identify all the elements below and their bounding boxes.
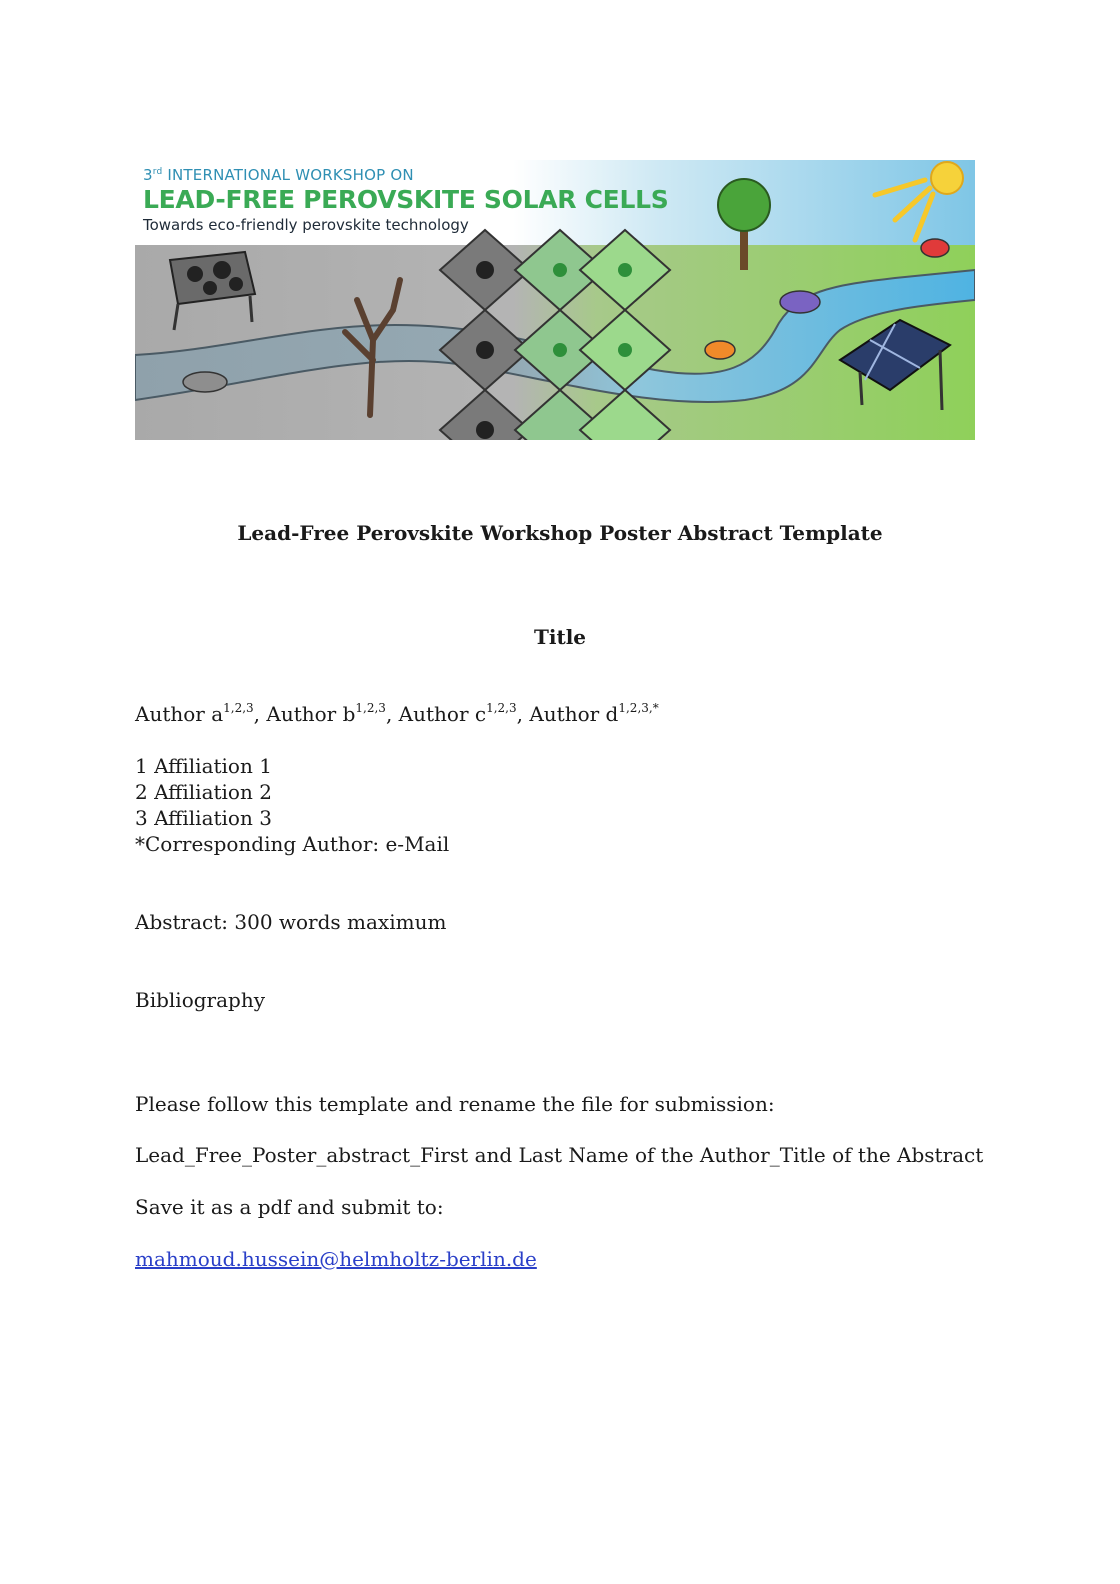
author-b: Author b <box>266 702 356 726</box>
abstract-title: Title <box>533 625 587 649</box>
affiliation-3: 3 Affiliation 3 <box>135 806 272 830</box>
fish-orange <box>705 341 735 359</box>
document-heading: Lead-Free Perovskite Workshop Poster Abstract Template <box>237 521 883 545</box>
banner-text <box>143 166 668 234</box>
affiliation-2: 2 Affiliation 2 <box>135 780 272 804</box>
abstract-label: Abstract: 300 words maximum <box>135 910 447 934</box>
instruction-rename: Please follow this template and rename the file for submission: <box>135 1092 775 1116</box>
banner-line2: LEAD-FREE PEROVSKITE SOLAR CELLS <box>143 185 669 214</box>
crab <box>921 239 949 257</box>
author-c: Author c <box>398 702 487 726</box>
author-d: Author d <box>529 702 619 726</box>
author-a: Author a <box>135 702 224 726</box>
affiliation-1: 1 Affiliation 1 <box>135 754 272 778</box>
instruction-filename: Lead_Free_Poster_abstract_First and Last Name of the Author_Title of the Abstract <box>135 1143 984 1167</box>
perovskite-crystal <box>440 230 670 440</box>
instruction-submit: Save it as a pdf and submit to: <box>135 1195 444 1219</box>
fish-purple <box>780 291 820 313</box>
banner-line1: 3rd INTERNATIONAL WORKSHOP ON <box>143 166 414 184</box>
author-line: Author $a^{1,2,3}$, Author $b^{1,2,3}$, Author $c^{1,2,3}$, Author $d^{1,2,3,*}$ <box>135 701 659 726</box>
banner-line3: Towards eco-friendly perovskite technology <box>143 216 469 234</box>
corresponding-author: *Corresponding Author: e-Mail <box>135 832 450 856</box>
email-row <box>135 1246 537 1272</box>
email-link[interactable]: mahmoud.hussein@helmholtz-berlin.de <box>135 1247 537 1271</box>
fish-grey <box>183 372 227 392</box>
workshop-banner <box>135 160 975 440</box>
bibliography-label: Bibliography <box>135 988 265 1012</box>
